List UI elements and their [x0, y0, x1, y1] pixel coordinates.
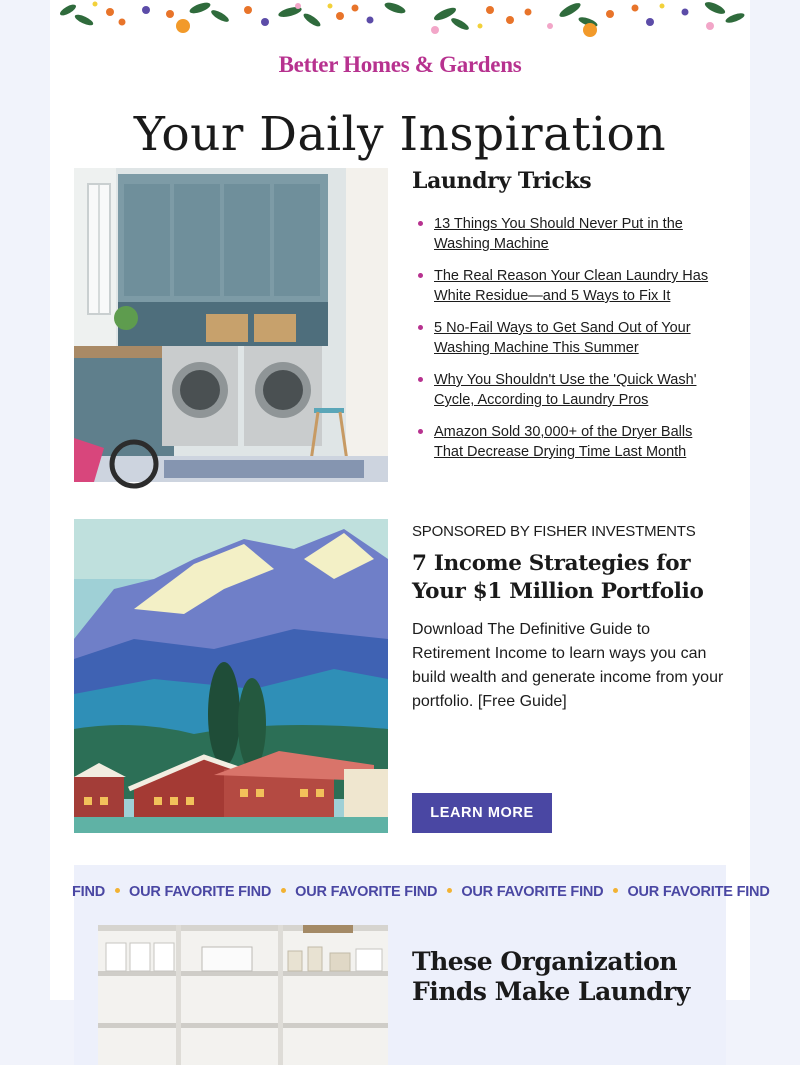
ticker-text: OUR FAVORITE FIND: [461, 884, 604, 900]
list-item: [412, 266, 712, 306]
brand-logo[interactable]: Better Homes & Gardens: [278, 52, 522, 77]
learn-more-button[interactable]: LEARN MORE: [412, 793, 552, 833]
ticker-dot-icon: [281, 888, 286, 893]
list-item: [412, 214, 712, 254]
ticker-dot-icon: [115, 888, 120, 893]
list-item: [412, 318, 712, 358]
bullet-dot-icon: [418, 377, 423, 382]
article-link-5[interactable]: Amazon Sold 30,000+ of the Dryer Balls That Decrease Drying Time Last Month: [434, 424, 693, 460]
laundry-link-list: [412, 214, 712, 462]
floral-banner: [50, 0, 750, 44]
ticker-text: OUR FAVORITE FIND: [627, 884, 770, 900]
ticker-text: OUR FAVORITE FIND: [129, 884, 272, 900]
laundry-text: [412, 168, 712, 474]
bullet-dot-icon: [418, 221, 423, 226]
page-headline: Your Daily Inspiration: [133, 107, 667, 163]
list-item: [412, 370, 712, 410]
ticker-text: OUR FAVORITE FIND: [295, 884, 438, 900]
article-link-4[interactable]: Why You Shouldn't Use the 'Quick Wash' Cycle, According to Laundry Pros: [434, 372, 697, 408]
sponsor-label: SPONSORED BY FISHER INVESTMENTS: [412, 523, 696, 540]
article-link-1[interactable]: 13 Things You Should Never Put in the Washing Machine: [434, 216, 683, 252]
ticker-dot-icon: [447, 888, 452, 893]
ad-description: Download The Definitive Guide to Retirement Income to learn ways you can build wealth and generate income from your portfolio. [Free Guide]: [412, 621, 724, 710]
ticker-text-partial: FIND: [72, 884, 106, 900]
email-container: [50, 0, 770, 1006]
article-link-3[interactable]: 5 No-Fail Ways to Get Sand Out of Your Washing Machine This Summer: [434, 320, 691, 356]
article-link-2[interactable]: The Real Reason Your Clean Laundry Has White Residue—and 5 Ways to Fix It: [434, 268, 709, 304]
bullet-dot-icon: [418, 273, 423, 278]
sponsored-text: [412, 523, 728, 714]
favorite-find-ticker: [72, 884, 770, 902]
laundry-room-image[interactable]: [74, 168, 388, 482]
organization-shelf-image[interactable]: [98, 925, 388, 1065]
section-title-laundry: Laundry Tricks: [412, 168, 592, 194]
mountain-village-image[interactable]: [74, 519, 388, 833]
bullet-dot-icon: [418, 429, 423, 434]
list-item: [412, 422, 712, 462]
bullet-dot-icon: [418, 325, 423, 330]
ticker-dot-icon: [613, 888, 618, 893]
favorite-find-title[interactable]: These Organization Finds Make Laundry: [412, 947, 690, 1006]
ad-title[interactable]: 7 Income Strategies for Your $1 Million Portfolio: [412, 551, 704, 604]
laundry-section: [74, 168, 726, 482]
favorite-find-section: [72, 865, 770, 1065]
sponsored-section: [74, 519, 726, 833]
